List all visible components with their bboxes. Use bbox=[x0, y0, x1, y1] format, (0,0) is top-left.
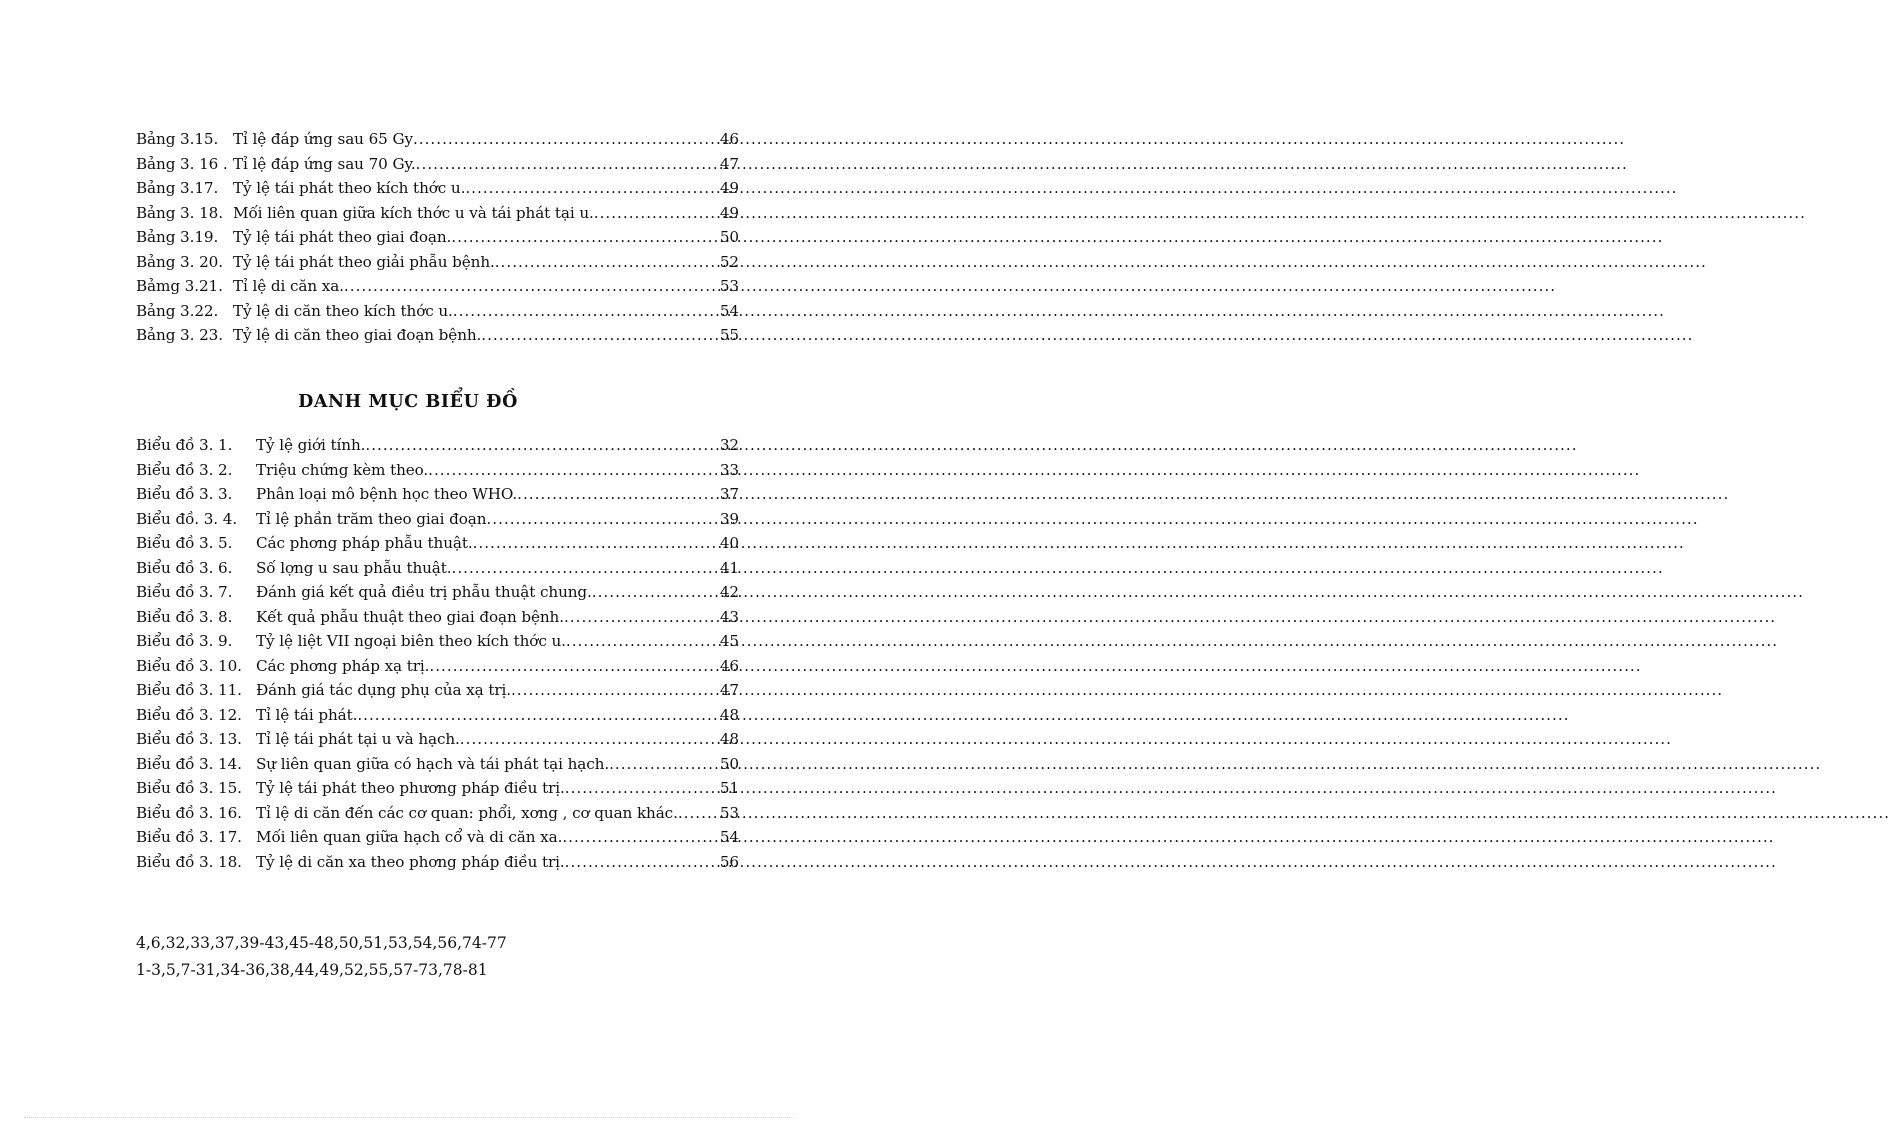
table-entry bbox=[136, 179, 739, 204]
chart-entry bbox=[136, 485, 739, 510]
table-entry-title: Tỷ lệ tái phát theo giai đoạn. bbox=[233, 228, 452, 246]
chart-entry-label: Biểu đồ 3. 10. bbox=[136, 656, 242, 675]
table-entry-page: 52 bbox=[719, 252, 739, 271]
chart-entry-page: 47 bbox=[719, 681, 739, 699]
dot-leader bbox=[495, 253, 720, 271]
dot-leader bbox=[592, 583, 720, 601]
table-entry-page: 49 bbox=[719, 179, 739, 197]
table-entry-label: Bảmg 3.21. bbox=[136, 277, 223, 295]
chart-entry-page: 54 bbox=[719, 828, 739, 846]
chart-entry-label: Biểu đồ 3. 6. bbox=[136, 558, 233, 577]
page-number-lists bbox=[136, 930, 507, 984]
chart-entry bbox=[136, 436, 739, 461]
table-entry-label: Bảng 3. 20. bbox=[136, 252, 223, 271]
chart-entry-page: 37 bbox=[719, 485, 739, 503]
chart-entry-label: Biểu đồ 3. 7. bbox=[136, 583, 233, 601]
chart-entry-label: Biểu đồ 3. 1. bbox=[136, 436, 233, 454]
chart-entry-label: Biểu đồ 3. 3. bbox=[136, 485, 233, 503]
chart-entry bbox=[136, 828, 739, 853]
tables-list bbox=[136, 130, 739, 351]
chart-entry-label: Biểu đồ 3. 16. bbox=[136, 803, 242, 822]
chart-entry-title: Đánh giá tác dụng phụ của xạ trị. bbox=[256, 681, 511, 699]
chart-entry-title: Tỷ lệ tái phát theo phương pháp điều trị. bbox=[256, 779, 565, 797]
table-entry-title: Tỷ lệ tái phát theo giải phẫu bệnh. bbox=[233, 252, 495, 271]
dot-leader bbox=[365, 436, 719, 454]
chart-entry bbox=[136, 632, 739, 657]
chart-entry-page: 53 bbox=[719, 803, 739, 822]
chart-entry-title: Tỷ lệ liệt VII ngoại biên theo kích thớc u. bbox=[256, 632, 566, 650]
dot-leader bbox=[453, 302, 720, 320]
chart-entry-page: 51 bbox=[719, 779, 739, 797]
chart-entry-label: Biểu đồ 3. 5. bbox=[136, 534, 233, 552]
chart-entry-label: Biểu đồ 3. 18. bbox=[136, 852, 242, 871]
chart-entry-label: Biểu đồ 3. 2. bbox=[136, 460, 233, 479]
table-entry bbox=[136, 130, 739, 155]
chart-entry-label: Biểu đồ 3. 12. bbox=[136, 705, 242, 724]
table-entry bbox=[136, 155, 739, 180]
chart-entry bbox=[136, 779, 739, 804]
chart-entry bbox=[136, 461, 739, 486]
chart-entry-page: 46 bbox=[719, 656, 739, 675]
dot-leader bbox=[428, 461, 720, 479]
table-entry-title: Tỉ lệ đáp ứng sau 65 Gy bbox=[233, 130, 413, 148]
chart-entry-title: Phân loại mô bệnh học theo WHO. bbox=[256, 485, 518, 503]
table-entry-title: Tỷ lệ di căn theo kích thớc u. bbox=[233, 301, 453, 320]
table-entry-title: Tỷ lệ tái phát theo kích thớc u. bbox=[233, 179, 466, 197]
table-entry-page: 54 bbox=[719, 301, 739, 320]
dot-leader bbox=[452, 559, 720, 577]
chart-entry-label: Biểu đồ 3. 9. bbox=[136, 632, 233, 650]
dot-leader bbox=[344, 277, 720, 295]
chart-entry-title: Tỉ lệ phần trăm theo giai đoạn bbox=[256, 509, 487, 528]
dot-leader bbox=[460, 730, 720, 748]
dot-leader bbox=[451, 228, 720, 246]
chart-entry-title: Các phơng pháp xạ trị. bbox=[256, 656, 430, 675]
chart-entry-title: Tỉ lệ tái phát. bbox=[256, 705, 358, 724]
dot-leader bbox=[429, 657, 719, 675]
table-entry-page: 55 bbox=[719, 326, 739, 344]
dot-leader bbox=[609, 755, 720, 773]
table-entry-title: Tỉ lệ đáp ứng sau 70 Gy. bbox=[233, 154, 416, 173]
dot-leader bbox=[594, 204, 720, 222]
table-entry bbox=[136, 204, 739, 229]
table-entry bbox=[136, 228, 739, 253]
chart-entry-label: Biểu đồ 3. 8. bbox=[136, 607, 233, 626]
chart-entry-page: 41 bbox=[719, 558, 739, 577]
dot-leader bbox=[565, 779, 720, 797]
dot-leader bbox=[566, 632, 720, 650]
chart-entry-title: Kết quả phẫu thuật theo giai đoạn bệnh. bbox=[256, 607, 564, 626]
charts-list bbox=[136, 436, 739, 877]
document-page bbox=[0, 0, 816, 1123]
table-entry bbox=[136, 253, 739, 278]
chart-entry bbox=[136, 853, 739, 878]
table-entry bbox=[136, 277, 739, 302]
chart-entry bbox=[136, 534, 739, 559]
chart-entry-title: Mối liên quan giữa hạch cổ và di căn xa. bbox=[256, 828, 563, 846]
page-list-line-2: 1-3,5,7-31,34-36,38,44,49,52,55,57-73,78-81 bbox=[136, 961, 488, 979]
table-entry-label: Bảng 3. 16 . bbox=[136, 154, 228, 173]
table-entry bbox=[136, 326, 739, 351]
chart-entry-label: Biểu đồ 3. 15. bbox=[136, 779, 242, 797]
dot-leader bbox=[678, 804, 720, 822]
table-entry-title: Tỉ lệ di căn xa. bbox=[233, 277, 344, 295]
dot-leader bbox=[511, 681, 720, 699]
chart-entry bbox=[136, 804, 739, 829]
chart-entry-label: Biểu đồ 3. 17. bbox=[136, 828, 242, 846]
chart-entry-label: Biểu đồ 3. 11. bbox=[136, 681, 242, 699]
chart-entry bbox=[136, 657, 739, 682]
dot-leader bbox=[565, 853, 720, 871]
table-entry-page: 49 bbox=[719, 203, 739, 222]
chart-entry-page: 48 bbox=[719, 730, 739, 748]
chart-entry-page: 42 bbox=[719, 583, 739, 601]
table-entry-page: 47 bbox=[719, 154, 739, 173]
dot-leader bbox=[517, 485, 720, 503]
chart-entry-page: 33 bbox=[719, 460, 739, 479]
chart-entry bbox=[136, 559, 739, 584]
dot-leader bbox=[465, 179, 720, 197]
dot-leader bbox=[486, 510, 719, 528]
chart-entry-page: 48 bbox=[719, 705, 739, 724]
chart-entry-title: Sự liên quan giữa có hạch và tái phát tại hạch. bbox=[256, 754, 610, 773]
chart-entry-page: 39 bbox=[719, 509, 739, 528]
chart-entry-page: 43 bbox=[719, 607, 739, 626]
dot-leader bbox=[564, 608, 720, 626]
chart-entry-page: 40 bbox=[719, 534, 739, 552]
table-entry-label: Bảng 3.19. bbox=[136, 228, 219, 246]
chart-entry bbox=[136, 608, 739, 633]
chart-entry-page: 56 bbox=[719, 852, 739, 871]
chart-entry-label: Biểu đồ 3. 14. bbox=[136, 754, 242, 773]
dot-leader bbox=[413, 130, 720, 148]
chart-entry bbox=[136, 706, 739, 731]
chart-entry-page: 45 bbox=[719, 632, 739, 650]
table-entry-label: Bảng 3.17. bbox=[136, 179, 219, 197]
chart-entry-label: Biểu đồ 3. 13. bbox=[136, 730, 242, 748]
chart-entry-title: Tỷ lệ di căn xa theo phơng pháp điều trị. bbox=[256, 852, 565, 871]
table-entry bbox=[136, 302, 739, 327]
chart-entry-title: Tỉ lệ tái phát tại u và hạch. bbox=[256, 730, 460, 748]
chart-entry-title: Tỉ lệ di căn đến các cơ quan: phổi, xơng , cơ quan khác. bbox=[256, 803, 678, 822]
table-entry-title: Mối liên quan giữa kích thớc u và tái phát tại u. bbox=[233, 203, 594, 222]
dot-leader bbox=[416, 155, 720, 173]
table-entry-label: Bảng 3.22. bbox=[136, 301, 219, 320]
chart-entry bbox=[136, 730, 739, 755]
table-entry-page: 46 bbox=[719, 130, 739, 148]
chart-entry-title: Triệu chứng kèm theo. bbox=[256, 460, 429, 479]
page-list-line-1: 4,6,32,33,37,39-43,45-48,50,51,53,54,56,74-77 bbox=[136, 934, 507, 952]
dot-leader bbox=[481, 326, 720, 344]
chart-entry-page: 50 bbox=[719, 754, 739, 773]
chart-entry-title: Số lợng u sau phẫu thuật. bbox=[256, 558, 452, 577]
chart-entry bbox=[136, 755, 739, 780]
chart-entry-title: Đánh giá kết quả điều trị phẫu thuật chung. bbox=[256, 583, 592, 601]
chart-entry bbox=[136, 583, 739, 608]
table-entry-page: 50 bbox=[719, 228, 739, 246]
chart-entry bbox=[136, 681, 739, 706]
dot-leader bbox=[562, 828, 720, 846]
table-entry-label: Bảng 3. 18. bbox=[136, 203, 223, 222]
chart-entry-title: Tỷ lệ giới tính. bbox=[256, 436, 366, 454]
chart-entry-page: 32 bbox=[719, 436, 739, 454]
dot-leader bbox=[357, 706, 720, 724]
chart-entry bbox=[136, 510, 739, 535]
table-entry-label: Bảng 3.15. bbox=[136, 130, 219, 148]
dot-leader bbox=[473, 534, 720, 552]
bottom-dotted-rule bbox=[24, 1117, 794, 1118]
chart-entry-label: Biểu đồ. 3. 4. bbox=[136, 509, 238, 528]
table-entry-label: Bảng 3. 23. bbox=[136, 326, 223, 344]
table-entry-page: 53 bbox=[719, 277, 739, 295]
chart-entry-title: Các phơng pháp phẫu thuật. bbox=[256, 534, 473, 552]
table-entry-title: Tỷ lệ di căn theo giai đoạn bệnh. bbox=[233, 326, 482, 344]
charts-section-heading: DANH MỤC BIỂU ĐỒ bbox=[298, 392, 518, 412]
